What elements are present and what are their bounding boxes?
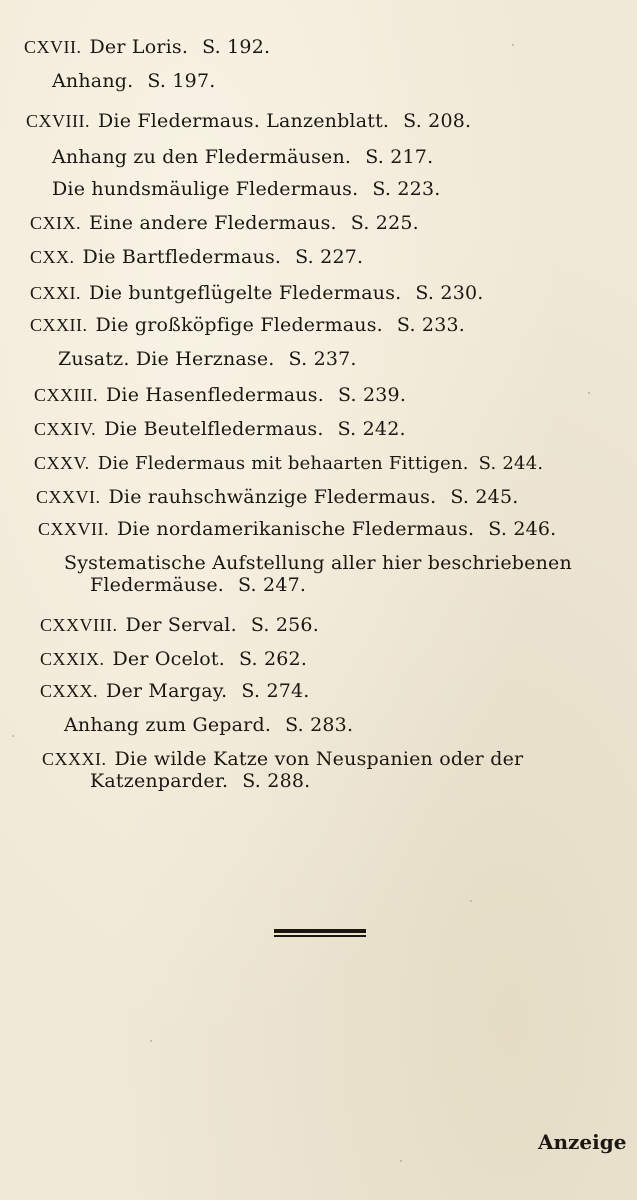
- paper-speck: [400, 1160, 402, 1162]
- toc-entry: [34, 418, 406, 440]
- ornamental-rule: [274, 929, 366, 937]
- chapter-title: Die nordamerikanische Fledermaus.: [117, 518, 475, 540]
- page-reference: S. 283.: [285, 714, 354, 736]
- page-reference: S. 237.: [288, 348, 357, 370]
- toc-entry: [52, 146, 433, 168]
- paper-speck: [470, 900, 472, 902]
- toc-entry: [36, 486, 518, 508]
- chapter-title: Die rauhschwänzige Fledermaus.: [108, 486, 437, 508]
- chapter-title: Der Ocelot.: [112, 648, 225, 670]
- toc-entry: [34, 384, 406, 406]
- chapter-number: CXXIII.: [34, 385, 98, 405]
- chapter-number: CXXVIII.: [40, 615, 118, 635]
- toc-entry: [24, 36, 270, 58]
- chapter-title: Die Fledermaus mit behaarten Fittigen.: [97, 453, 469, 474]
- chapter-number: CXXV.: [34, 453, 90, 473]
- chapter-title: Systematische Aufstellung aller hier beschriebenen Fledermäuse.: [64, 552, 572, 596]
- page-reference: S. 244.: [478, 453, 544, 474]
- chapter-number: CXVII.: [24, 37, 82, 57]
- toc-entry: [30, 212, 419, 234]
- chapter-number: CXXVII.: [38, 519, 109, 539]
- page-reference: S. 242.: [337, 418, 406, 440]
- toc-entry: [30, 246, 363, 268]
- page-reference: S. 262.: [238, 648, 308, 670]
- toc-entry: [38, 518, 556, 540]
- chapter-title: Zusatz. Die Herznase.: [58, 348, 275, 370]
- chapter-number: CXVIII.: [26, 111, 90, 131]
- toc-entry: [52, 178, 441, 200]
- chapter-number: CXIX.: [30, 213, 81, 233]
- page-reference: S. 197.: [147, 70, 216, 92]
- toc-entry: [64, 552, 630, 596]
- chapter-title: Die wilde Katze von Neuspanien oder der Katzenparder.: [90, 748, 524, 792]
- chapter-title: Anhang.: [52, 70, 134, 92]
- chapter-number: CXXVI.: [36, 487, 101, 507]
- toc-entry: [30, 314, 465, 336]
- page-reference: S. 233.: [396, 314, 466, 336]
- toc-entry: [58, 348, 357, 370]
- chapter-title: Eine andere Fledermaus.: [89, 212, 337, 234]
- page-reference: S. 227.: [295, 246, 364, 268]
- page-reference: S. 288.: [242, 770, 311, 792]
- chapter-number: CXXXI.: [42, 749, 107, 769]
- toc-entry: [42, 748, 637, 792]
- page-reference: S. 230.: [415, 282, 484, 304]
- chapter-title: Die Bartfledermaus.: [82, 246, 282, 268]
- page-reference: S. 208.: [403, 110, 472, 132]
- page-reference: S. 246.: [488, 518, 557, 540]
- chapter-title: Die Hasenfledermaus.: [106, 384, 324, 406]
- toc-entry: [30, 282, 484, 304]
- page-reference: S. 239.: [337, 384, 407, 406]
- page-reference: S. 245.: [450, 486, 519, 508]
- toc-entry: [52, 70, 216, 92]
- page-reference: S. 217.: [365, 146, 434, 168]
- chapter-title: Anhang zu den Fledermäusen.: [52, 146, 352, 168]
- chapter-title: Die buntgeflügelte Fledermaus.: [89, 282, 402, 304]
- toc-entry: [40, 614, 319, 636]
- page-reference: S. 225.: [350, 212, 419, 234]
- toc-entry: [40, 680, 310, 702]
- page-reference: S. 256.: [250, 614, 319, 636]
- page-reference: S. 274.: [241, 680, 310, 702]
- page-reference: S. 192.: [202, 36, 271, 58]
- chapter-title: Die großköpfige Fledermaus.: [95, 314, 383, 336]
- toc-entry: [26, 110, 471, 132]
- toc-entry: [64, 714, 353, 736]
- chapter-title: Die Fledermaus. Lanzenblatt.: [98, 110, 390, 132]
- chapter-number: CXXII.: [30, 315, 88, 335]
- chapter-title: Der Margay.: [106, 680, 228, 702]
- toc-entry: [40, 648, 307, 670]
- chapter-number: CXXI.: [30, 283, 81, 303]
- chapter-number: CXX.: [30, 247, 75, 267]
- chapter-title: Der Serval.: [125, 614, 237, 636]
- page-reference: S. 247.: [238, 574, 307, 596]
- chapter-number: CXXIV.: [34, 419, 97, 439]
- chapter-title: Die Beutelfledermaus.: [104, 418, 324, 440]
- page-reference: S. 223.: [372, 178, 441, 200]
- chapter-title: Anhang zum Gepard.: [64, 714, 272, 736]
- chapter-title: Der Loris.: [89, 36, 189, 58]
- chapter-number: CXXIX.: [40, 649, 105, 669]
- catchword: Anzeige: [538, 1130, 627, 1154]
- chapter-number: CXXX.: [40, 681, 99, 701]
- chapter-title: Die hundsmäulige Fledermaus.: [52, 178, 359, 200]
- toc-entry: [34, 452, 543, 475]
- paper-speck: [150, 1040, 152, 1042]
